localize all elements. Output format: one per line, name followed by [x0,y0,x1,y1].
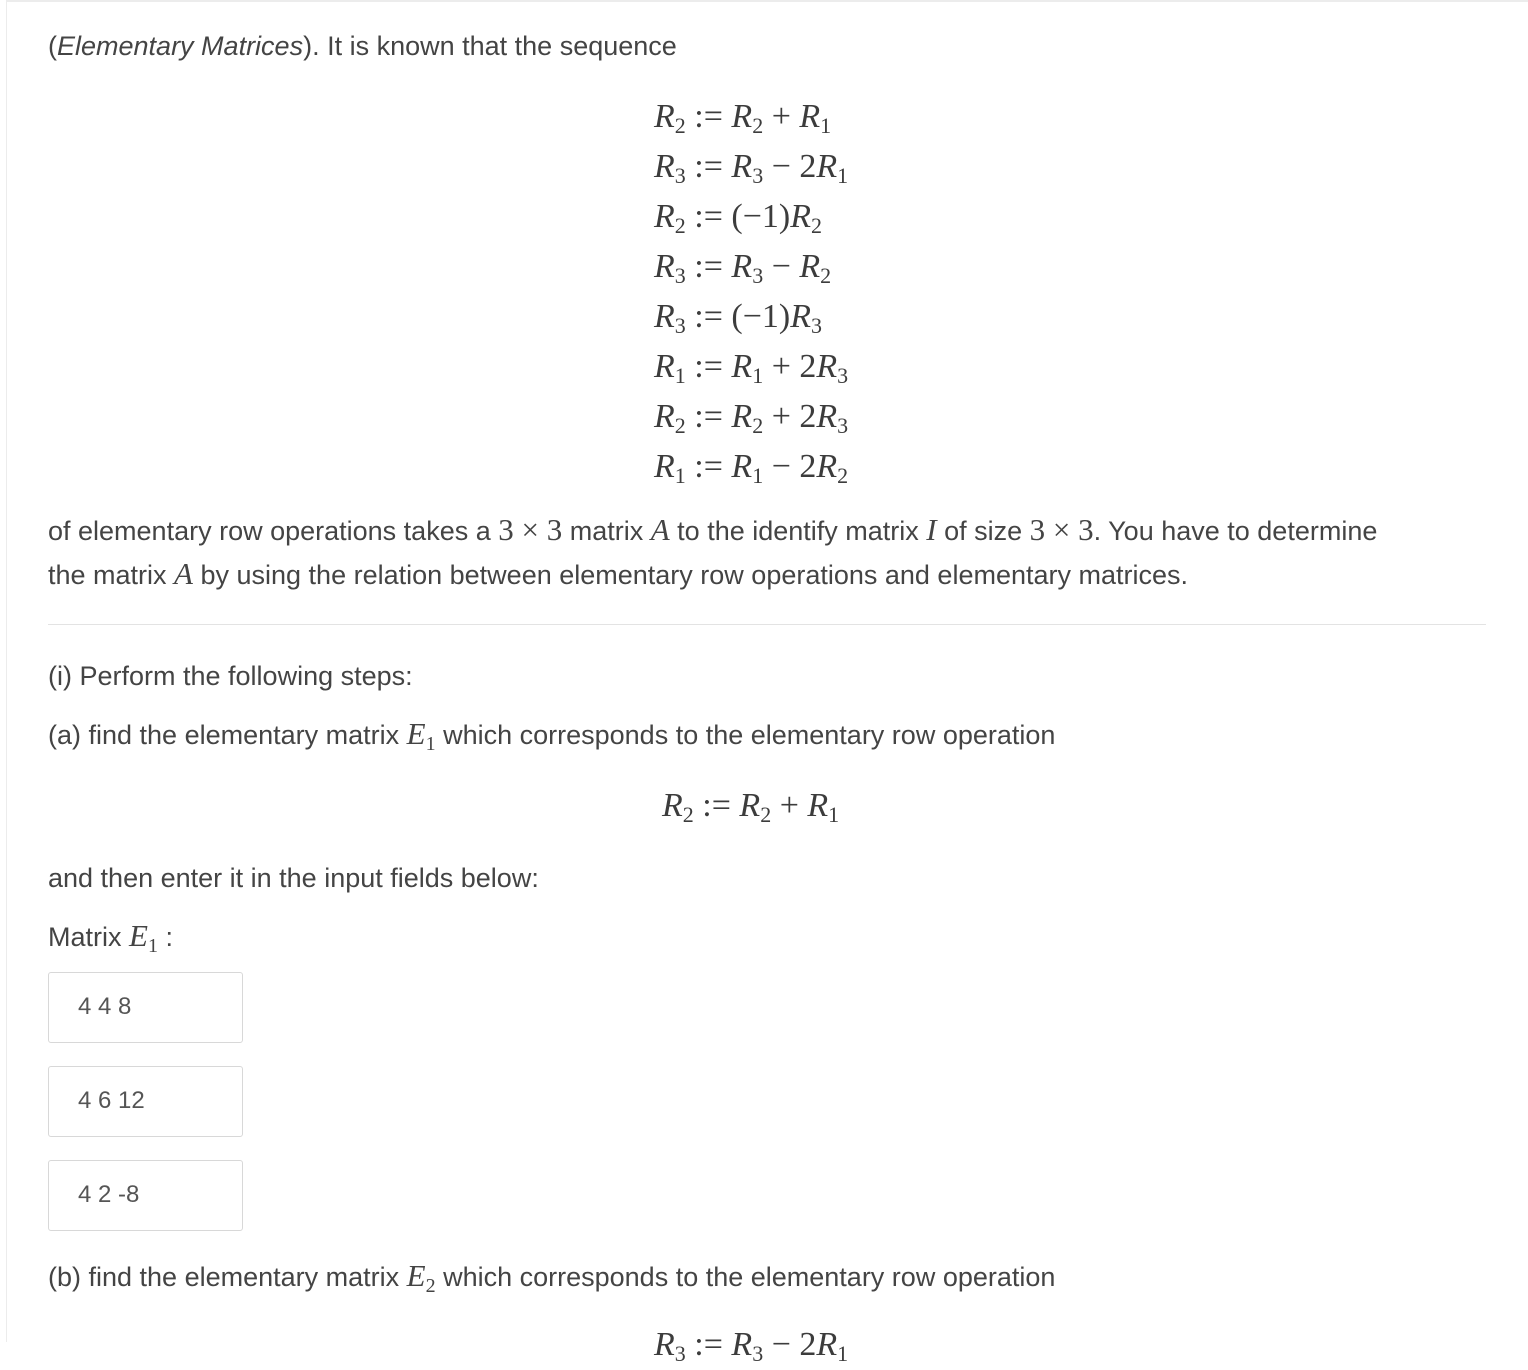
row-operation-part: 1 [752,363,764,388]
row-operation-part: R [731,248,753,285]
row-operation-part: − 2 [763,148,817,185]
paragraph-line-2 [48,558,1188,591]
operation-b-part: R [654,1326,675,1363]
row-operation-part: 3 [837,413,849,438]
para-text: by using the relation between elementary row operations and elementary matrices. [192,560,1189,590]
operation-a-part: 1 [828,802,840,827]
row-operation-part: 1 [837,163,849,188]
operation-b-part: R [816,1326,838,1363]
row-operation-1 [654,92,848,142]
para-text: the matrix [48,560,175,590]
row-operation-part: 2 [674,213,686,238]
operation-b-part: 1 [837,1341,849,1366]
row-operation-part: := (−1) [685,198,791,235]
row-operation-part: + [763,98,800,135]
operation-a-part: + [771,787,808,824]
row-operation-part: R [731,398,753,435]
row-operation-part: R [654,398,675,435]
matrix-e1-row3-input[interactable]: 4 2 -8 [48,1160,243,1231]
step-b-text: (b) find the elementary matrix [48,1262,407,1292]
row-operation-part: := [685,448,732,485]
matrix-e1-label [48,918,173,957]
row-operation-part: 1 [752,463,764,488]
operation-a-part: 2 [682,802,694,827]
intro-text: ). It is known that the sequence [303,31,677,61]
operation-a [662,781,839,831]
row-operation-part: := [685,248,732,285]
math-size: 3 × 3 [1029,512,1094,547]
row-operation-part: 2 [820,263,832,288]
step-a-text: (a) find the elementary matrix [48,720,407,750]
step-i-heading: (i) Perform the following steps: [48,661,413,691]
math-e1: E [129,918,148,953]
row-operation-part: R [654,98,675,135]
row-operation-part: R [799,98,821,135]
para-text: to the identify matrix [669,516,927,546]
enter-instruction: and then enter it in the input fields below: [48,863,539,893]
operation-a-part: R [739,787,761,824]
row-operation-part: R [654,298,675,335]
row-operation-part: R [790,298,812,335]
matrix-e1-row1-input[interactable]: 4 4 8 [48,972,243,1043]
math-identity: I [926,512,937,547]
row-operation-part: 1 [674,363,686,388]
row-operations-sequence [654,92,848,492]
row-operation-part: 3 [837,363,849,388]
row-operation-part: − 2 [763,448,817,485]
row-operation-part: R [790,198,812,235]
intro-line: (Elementary Matrices). It is known that the sequence [48,31,677,61]
operation-a-part: := [693,787,740,824]
row-operation-2 [654,142,848,192]
row-operation-part: 3 [752,163,764,188]
para-text: of size [936,516,1030,546]
step-a-instruction [48,716,1056,755]
operation-b-part: R [731,1326,753,1363]
step-b-text: which corresponds to the elementary row operation [435,1262,1056,1292]
row-operation-part: 1 [674,463,686,488]
row-operation-part: 3 [752,263,764,288]
row-operation-part: := [685,98,732,135]
step-a-text: which corresponds to the elementary row operation [435,720,1056,750]
row-operation-part: R [654,248,675,285]
row-operation-part: 2 [752,113,764,138]
math-matrix-a: A [650,512,670,547]
math-e1-sub: 1 [425,733,436,755]
row-operation-6 [654,342,848,392]
operation-b [654,1320,848,1370]
para-text: . You have to determine [1093,516,1378,546]
row-operation-part: := [685,398,732,435]
row-operation-part: R [731,98,753,135]
row-operation-part: 2 [752,413,764,438]
row-operation-part: R [799,248,821,285]
matrix-label-text: : [157,922,173,952]
row-operation-part: 2 [811,213,823,238]
row-operation-part: R [816,348,838,385]
row-operation-part: R [731,148,753,185]
matrix-e1-row2-input[interactable]: 4 6 12 [48,1066,243,1137]
row-operation-part: := [685,148,732,185]
row-operation-part: 1 [820,113,832,138]
topic-label: Elementary Matrices [57,31,304,61]
para-text: matrix [562,516,651,546]
math-e2-sub: 2 [425,1275,436,1297]
row-operation-part: 2 [674,413,686,438]
row-operation-part: 3 [674,163,686,188]
matrix-label-text: Matrix [48,922,129,952]
row-operation-part: + 2 [763,398,817,435]
row-operation-8 [654,442,848,492]
row-operation-part: + 2 [763,348,817,385]
row-operation-part: 3 [811,313,823,338]
row-operation-part: := (−1) [685,298,791,335]
math-matrix-a: A [174,556,193,591]
operation-b-part: − 2 [763,1326,817,1363]
row-operation-part: 2 [674,113,686,138]
step-b-instruction [48,1258,1056,1297]
row-operation-part: R [654,448,675,485]
row-operation-part: − [763,248,800,285]
operation-a-part: R [807,787,829,824]
row-operation-part: R [816,398,838,435]
row-operation-part: 3 [674,313,686,338]
math-e1-sub: 1 [147,935,158,957]
para-text: of elementary row operations takes a [48,516,499,546]
math-size: 3 × 3 [498,512,563,547]
row-operation-part: R [654,348,675,385]
operation-b-part: := [685,1326,732,1363]
row-operation-part: R [731,348,753,385]
row-operation-part: R [816,148,838,185]
operation-b-part: 3 [752,1341,764,1366]
row-operation-5 [654,292,848,342]
row-operation-part: 2 [837,463,849,488]
divider [48,624,1486,625]
operation-a-part: 2 [760,802,772,827]
math-e2: E [406,1258,426,1293]
paragraph-line-1 [48,514,1377,547]
row-operation-7 [654,392,848,442]
row-operation-part: := [685,348,732,385]
row-operation-part: R [731,448,753,485]
row-operation-part: 3 [674,263,686,288]
row-operation-3 [654,192,848,242]
operation-b-part: 3 [674,1341,686,1366]
row-operation-part: R [816,448,838,485]
row-operation-part: R [654,198,675,235]
row-operation-part: R [654,148,675,185]
operation-a-part: R [662,787,683,824]
row-operation-4 [654,242,848,292]
math-e1: E [406,716,426,751]
